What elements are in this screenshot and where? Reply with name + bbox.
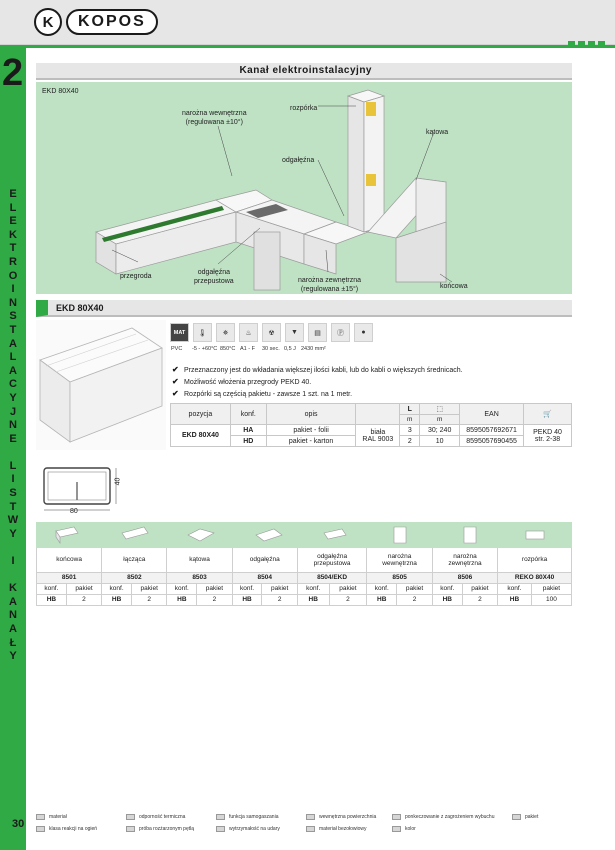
- accessory-config-header: konf.: [498, 583, 532, 594]
- vertical-title-letter: A: [9, 595, 17, 608]
- accessory-config: HB: [232, 594, 262, 605]
- accessory-pack: 2: [131, 594, 166, 605]
- th-description: opis: [266, 404, 356, 425]
- accessory-code: 8503: [167, 572, 232, 583]
- accessory-pack: 2: [197, 594, 232, 605]
- value-temperature: -5 - +60°C: [192, 346, 218, 352]
- legend-item: materiał: [36, 814, 67, 820]
- accessory-pack-header: pakiet: [131, 583, 166, 594]
- vertical-title-letter: A: [9, 364, 17, 377]
- header-bar: [0, 0, 615, 45]
- check-icon: ✔: [172, 377, 179, 386]
- bomb-icon: ●: [354, 323, 373, 342]
- illustration-code: EKD 80X40: [42, 88, 79, 95]
- duct-system-drawing: [36, 82, 572, 294]
- legend-item: ponkeczowanie z zagrożeniem wybuchu: [392, 814, 495, 820]
- internal-corner-thumbnail: [388, 525, 418, 545]
- flame-icon: ♨: [239, 323, 258, 342]
- callout-divider: przegroda: [120, 273, 152, 280]
- vertical-title-letter: Ł: [9, 636, 17, 649]
- vertical-title-letter: T: [9, 323, 17, 336]
- product-title: EKD 80X40: [56, 303, 104, 313]
- fire-class-legend-icon: [36, 826, 45, 832]
- vertical-title-letter: O: [8, 269, 18, 282]
- glow-wire-icon: ✵: [216, 323, 235, 342]
- accessory-config: HB: [367, 594, 397, 605]
- material-legend-icon: [36, 814, 45, 820]
- legend-item: pakiet: [512, 814, 538, 820]
- callout-end-cap: końcowa: [440, 283, 468, 290]
- accessory-pack: 2: [66, 594, 101, 605]
- property-values: [171, 346, 331, 352]
- legend-item: wytrzymałość na udary: [216, 826, 280, 832]
- accessory-name: odgałęźna: [232, 548, 297, 572]
- vertical-title-letter: K: [9, 228, 17, 241]
- accessory-code: REKO 80X40: [498, 572, 572, 583]
- legend-item: odporność termiczna: [126, 814, 185, 820]
- callout-internal-corner: narożna wewnętrzna (regulowana ±10°): [182, 110, 247, 126]
- vertical-title-letter: A: [9, 623, 17, 635]
- kopos-logo: [34, 8, 158, 36]
- header-squares: [568, 41, 605, 48]
- duct-3d-image: [36, 320, 166, 450]
- accessory-name: końcowa: [37, 548, 102, 572]
- accessory-name: kątowa: [167, 548, 232, 572]
- coupler-thumbnail: [120, 525, 150, 545]
- pb-free-icon: Ⓟ: [331, 323, 350, 342]
- cell-description: pakiet - folii: [266, 425, 356, 436]
- accessory-pack-header: pakiet: [462, 583, 497, 594]
- cell-color: biała RAL 9003: [356, 425, 400, 447]
- vertical-title-letter: K: [9, 582, 17, 595]
- section-title-bar: [36, 63, 572, 80]
- self-extinguish-icon: ☢: [262, 323, 281, 342]
- accessory-config: HB: [297, 594, 329, 605]
- installation-illustration: [36, 82, 572, 294]
- accessory-code: 8505: [367, 572, 433, 583]
- unit-length: m: [400, 415, 420, 425]
- spacer-thumbnail: [520, 525, 550, 545]
- accessory-pack: 100: [531, 594, 571, 605]
- product-table: [170, 403, 572, 447]
- vertical-title-letter: J: [9, 405, 17, 418]
- chapter-number: 2: [2, 52, 24, 94]
- accessory-config-header: konf.: [37, 583, 67, 594]
- accessory-pack: 2: [397, 594, 433, 605]
- vertical-title-letter: T: [9, 242, 17, 255]
- glow-wire-legend-icon: [126, 826, 135, 832]
- vertical-title-letter: S: [9, 310, 17, 323]
- external-corner-thumbnail: [456, 525, 486, 545]
- accessory-name: narożna zewnętrzna: [432, 548, 497, 572]
- thermometer-icon: 🌡: [193, 323, 212, 342]
- logo-k-icon: K: [34, 8, 62, 36]
- callout-spacer: rozpórka: [290, 105, 318, 112]
- accessory-pack-header: pakiet: [262, 583, 297, 594]
- accessories-image-strip: [36, 522, 572, 548]
- vertical-title-letter: S: [9, 487, 17, 500]
- legend-item: wewnętrzna powierzchnia: [306, 814, 376, 820]
- value-glow-wire: 850°C: [220, 346, 236, 352]
- vertical-title-letter: N: [9, 609, 17, 622]
- vertical-title-letter: E: [9, 215, 17, 228]
- vertical-title-letter: Y: [9, 650, 17, 663]
- th-pack-icon: ⬚: [420, 404, 460, 415]
- accessory-name: narożna wewnętrzna: [367, 548, 433, 572]
- vertical-title-letter: L: [9, 459, 17, 472]
- cell-description: pakiet - karton: [266, 436, 356, 447]
- legend-item: klasa reakcji na ogień: [36, 826, 97, 832]
- legend-item: funkcja samogaszania: [216, 814, 278, 820]
- value-surface: 2430 mm²: [301, 346, 326, 352]
- value-impact: 0,5 J: [284, 346, 296, 352]
- th-config: konf.: [230, 404, 266, 425]
- callout-through-branch: odgałęźna przepustowa: [194, 269, 234, 285]
- accessory-config-header: konf.: [367, 583, 397, 594]
- cell-config: HD: [230, 436, 266, 447]
- angle-thumbnail: [186, 525, 216, 545]
- accessory-config-header: konf.: [167, 583, 197, 594]
- cell-config: HA: [230, 425, 266, 436]
- page-number: 30: [12, 818, 25, 830]
- vertical-title-letter: [0, 446, 26, 460]
- accessory-config-header: konf.: [102, 583, 132, 594]
- accessory-code: 8501: [37, 572, 102, 583]
- accessory-config: HB: [432, 594, 462, 605]
- th-ean: EAN: [460, 404, 524, 425]
- callout-external-corner: narożna zewnętrzna (regulowana ±15°): [298, 277, 362, 293]
- property-icons: [170, 323, 373, 342]
- vertical-title-letter: I: [11, 473, 15, 486]
- callout-angle: kątowa: [426, 129, 449, 136]
- th-length: L: [400, 404, 420, 415]
- legend-item: materiał bezołowiowy: [306, 826, 367, 832]
- cross-section-drawing: [36, 462, 136, 518]
- logo-wordmark: KOPOS: [66, 9, 158, 35]
- header-stripe: [0, 45, 615, 48]
- cell-ean: 8595057692671: [460, 425, 524, 436]
- feature-item: ✔ Rozpórki są częścią pakietu - zawsze 1 szt. na 1 metr.: [172, 389, 353, 398]
- value-material: PVC: [171, 346, 183, 352]
- accessory-config: HB: [102, 594, 132, 605]
- accessory-config: HB: [498, 594, 532, 605]
- accessory-pack-header: pakiet: [329, 583, 367, 594]
- flame-legend-icon: [216, 814, 225, 820]
- accessory-pack: 2: [262, 594, 297, 605]
- legend-item: kolor: [392, 826, 416, 832]
- vertical-title-letter: L: [9, 351, 17, 364]
- unit-pack: m: [420, 415, 460, 425]
- end-cap-thumbnail: [52, 525, 82, 545]
- callout-branch: odgałęźna: [282, 157, 315, 164]
- dimension-width: 80: [70, 508, 78, 515]
- accessory-name: rozpórka: [498, 548, 572, 572]
- pb-free-legend-icon: [306, 826, 315, 832]
- accessory-pack: 2: [329, 594, 367, 605]
- tee-thumbnail: [254, 525, 284, 545]
- color-legend-icon: [392, 826, 401, 832]
- cell-accessory: PEKD 40 str. 2-38: [524, 425, 572, 447]
- accessory-pack: 2: [462, 594, 497, 605]
- th-position: pozycja: [171, 404, 231, 425]
- dimension-height: 40: [114, 477, 122, 486]
- accessory-config-header: konf.: [232, 583, 262, 594]
- accessory-pack-header: pakiet: [531, 583, 571, 594]
- accessory-pack-header: pakiet: [66, 583, 101, 594]
- vertical-title-letter: W: [7, 514, 19, 527]
- vertical-title-letter: N: [9, 296, 17, 309]
- value-extinguish: 30 sec.: [262, 346, 280, 352]
- chapter-vertical-title: [0, 188, 26, 664]
- vertical-title-letter: A: [9, 337, 17, 350]
- vertical-title-letter: C: [9, 378, 17, 391]
- feature-item: ✔ Przeznaczony jest do wkładania większej ilości kabli, lub do kabli o większych średnicach.: [172, 365, 463, 374]
- cell-position: EKD 80X40: [171, 425, 231, 447]
- vertical-title-letter: L: [9, 201, 17, 214]
- impact-legend-icon: [216, 826, 225, 832]
- impact-icon: ▼: [285, 323, 304, 342]
- check-icon: ✔: [172, 365, 179, 374]
- th-color: [356, 404, 400, 425]
- th-cart-icon: 🛒: [524, 404, 572, 425]
- cell-length: 2: [400, 436, 420, 447]
- accessory-pack-header: pakiet: [397, 583, 433, 594]
- feature-list: [172, 364, 463, 400]
- accessory-code: 8506: [432, 572, 497, 583]
- cell-pack: 30; 240: [420, 425, 460, 436]
- vertical-title-letter: I: [11, 283, 15, 296]
- accessory-config-header: konf.: [432, 583, 462, 594]
- vertical-title-letter: E: [9, 432, 17, 445]
- vertical-title-letter: R: [9, 255, 17, 268]
- cell-ean: 8595057690455: [460, 436, 524, 447]
- vertical-title-letter: [0, 569, 26, 583]
- surface-legend-icon: [306, 814, 315, 820]
- vertical-title-letter: N: [9, 419, 17, 432]
- legend-item: próba rozżarzonym pętlą: [126, 826, 194, 832]
- accessory-name: odgałęźna przepustowa: [297, 548, 366, 572]
- bomb-legend-icon: [392, 814, 401, 820]
- check-icon: ✔: [172, 389, 179, 398]
- product-photo: [36, 320, 166, 450]
- vertical-title-letter: T: [9, 500, 17, 513]
- accessory-config: HB: [37, 594, 67, 605]
- accessory-name: łącząca: [102, 548, 167, 572]
- accessories-table: [36, 548, 572, 606]
- accessory-code: 8504/EKD: [297, 572, 366, 583]
- product-title-bar: [36, 300, 572, 317]
- material-icon: MAT: [170, 323, 189, 342]
- thermometer-legend-icon: [126, 814, 135, 820]
- vertical-title-letter: [0, 541, 26, 555]
- through-tee-thumbnail: [320, 525, 350, 545]
- accessory-code: 8504: [232, 572, 297, 583]
- accessory-config: HB: [167, 594, 197, 605]
- accessory-code: 8502: [102, 572, 167, 583]
- vertical-title-letter: Y: [9, 527, 17, 540]
- vertical-title-letter: I: [11, 555, 15, 568]
- vertical-title-letter: E: [9, 188, 17, 200]
- surface-icon: ▤: [308, 323, 327, 342]
- package-legend-icon: [512, 814, 521, 820]
- cell-pack: 10: [420, 436, 460, 447]
- feature-item: ✔ Możliwość włożenia przegrody PEKD 40.: [172, 377, 312, 386]
- value-fire-class: A1 - F: [240, 346, 255, 352]
- cell-length: 3: [400, 425, 420, 436]
- accessory-pack-header: pakiet: [197, 583, 232, 594]
- section-title: Kanał elektroinstalacyjny: [239, 65, 372, 76]
- vertical-title-letter: Y: [9, 391, 17, 404]
- accessory-config-header: konf.: [297, 583, 329, 594]
